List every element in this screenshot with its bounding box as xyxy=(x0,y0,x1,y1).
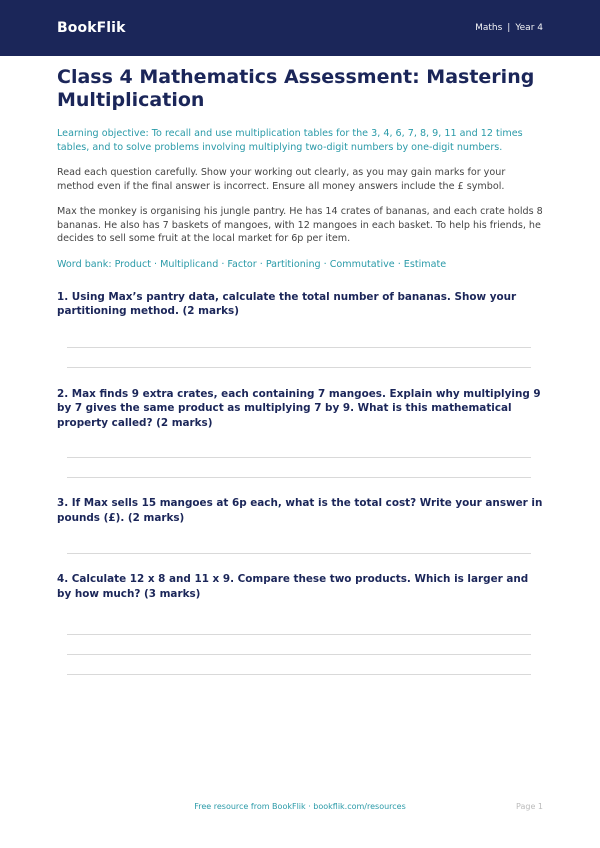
answer-line[interactable] xyxy=(67,477,531,478)
word-bank-separator: · xyxy=(397,258,401,270)
answer-line[interactable] xyxy=(67,457,531,458)
year-label: Year 4 xyxy=(515,23,543,33)
answer-line[interactable] xyxy=(67,674,531,675)
word-bank-separator: · xyxy=(323,258,327,270)
instructions-paragraph: Read each question carefully. Show your working out clearly, as you may gain marks for your method even if the final answer is incorrect. Ensure all money answers include the £ symbol. xyxy=(57,167,506,192)
question-2-text: 2. Max finds 9 extra crates, each containing 7 mangoes. Explain why multiplying 9 by 7 gives the same product as multiplying 7 by 9. What is this mathematical property called? (2 marks) xyxy=(57,387,541,429)
page-footer xyxy=(0,802,600,814)
word-bank-word: Multiplicand xyxy=(160,258,219,270)
question-1-text: 1. Using Max’s pantry data, calculate the total number of bananas. Show your partitioning method. (2 marks) xyxy=(57,290,517,317)
question-3-text: 3. If Max sells 15 mangoes at 6p each, what is the total cost? Write your answer in pounds (£). (2 marks) xyxy=(57,497,543,524)
word-bank xyxy=(57,258,543,271)
word-bank-word: Estimate xyxy=(403,258,447,270)
worksheet-content xyxy=(57,66,543,675)
page-number: Page 1 xyxy=(516,802,543,811)
question-4 xyxy=(57,572,543,675)
answer-line[interactable] xyxy=(67,367,531,368)
subject-label: Maths xyxy=(475,23,503,33)
brand-logo[interactable]: BookFlik xyxy=(57,20,126,36)
question-2 xyxy=(57,387,543,479)
word-bank-separator: · xyxy=(259,258,263,270)
word-bank-label: Word bank: xyxy=(57,258,112,270)
scenario-paragraph: Max the monkey is organising his jungle pantry. He has 14 crates of bananas, and each crate holds 8 bananas. He also has 7 baskets of mangoes, with 12 mangoes in each basket. To help his friends, he decides to sell some fruit at the local market for 6p per item. xyxy=(57,206,543,244)
word-bank-word: Partitioning xyxy=(265,258,321,270)
learning-objective: Learning objective: To recall and use multiplication tables for the 3, 4, 6, 7, 8, 9, 11 and 12 times tables, and to solve problems involving multiplying two-digit numbers by one-digit numbers. xyxy=(57,128,523,153)
word-bank-word: Product xyxy=(114,258,152,270)
question-1 xyxy=(57,290,543,368)
answer-line[interactable] xyxy=(67,634,531,635)
answer-line[interactable] xyxy=(67,347,531,348)
page-title: Class 4 Mathematics Assessment: Mastering Multiplication xyxy=(57,66,535,111)
word-bank-word: Factor xyxy=(227,258,257,270)
question-4-text: 4. Calculate 12 x 8 and 11 x 9. Compare these two products. Which is larger and by how much? (3 marks) xyxy=(57,573,529,600)
footer-link[interactable]: Free resource from BookFlik · bookflik.com/resources xyxy=(194,802,406,811)
question-3 xyxy=(57,496,543,554)
word-bank-separator: · xyxy=(154,258,158,270)
header-bar xyxy=(0,0,600,56)
word-bank-separator: · xyxy=(221,258,225,270)
header-separator: | xyxy=(507,23,511,33)
answer-line[interactable] xyxy=(67,654,531,655)
word-bank-word: Commutative xyxy=(329,258,395,270)
answer-line[interactable] xyxy=(67,553,531,554)
header-meta xyxy=(475,23,543,33)
